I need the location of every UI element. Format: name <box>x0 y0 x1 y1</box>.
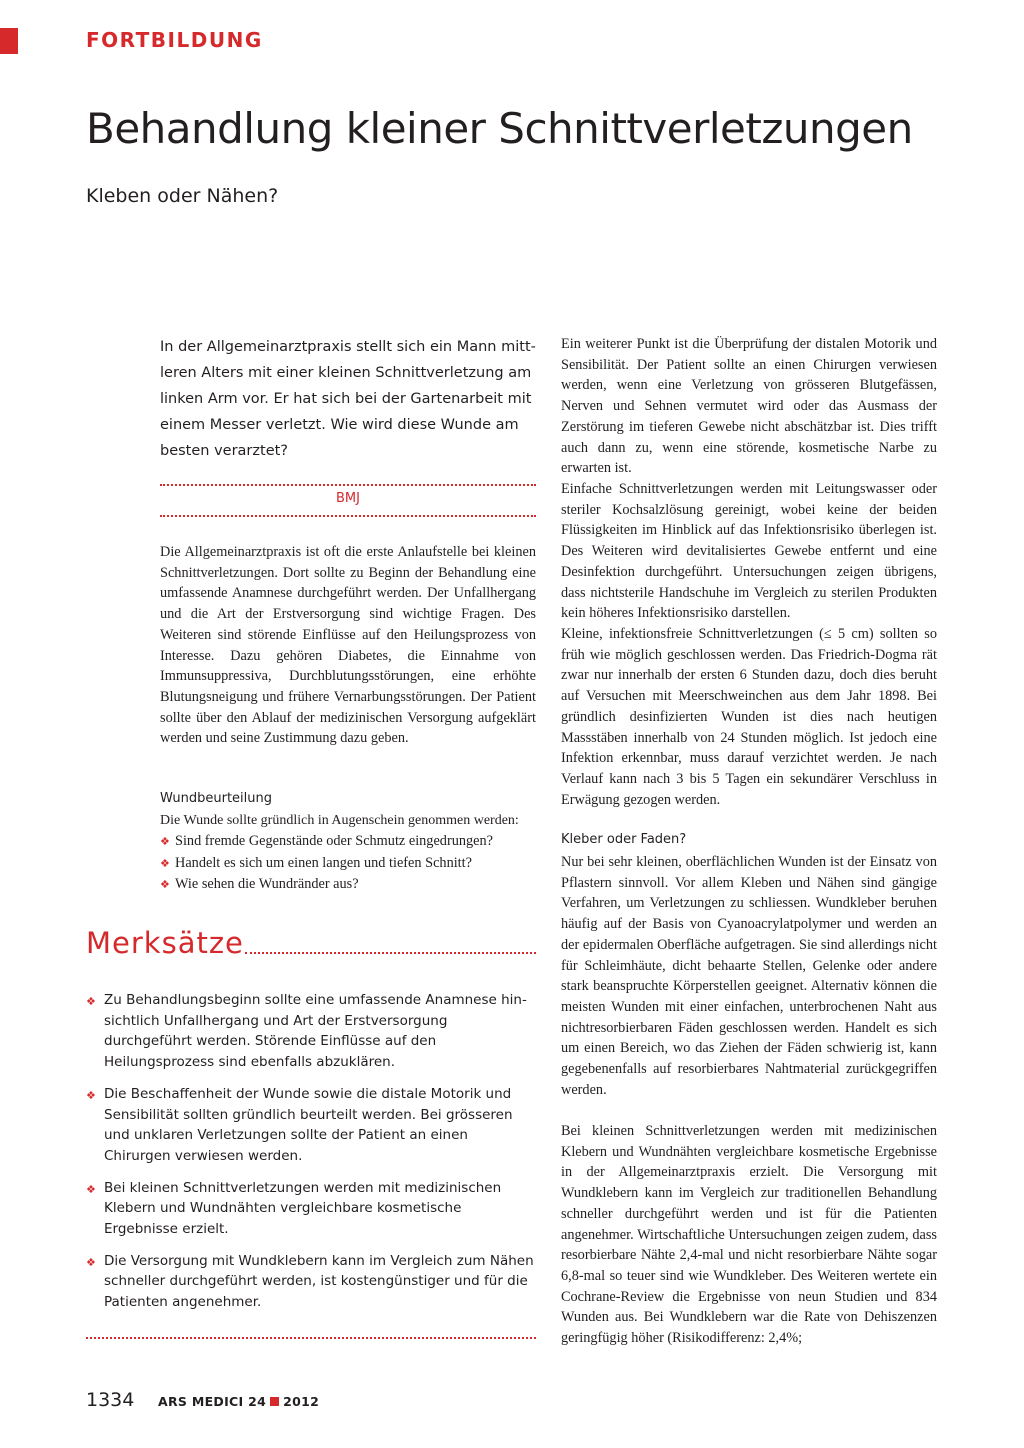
list-item: ❖ Sind fremde Gegenstände oder Schmutz eingedrungen? <box>160 831 536 853</box>
divider <box>245 952 536 954</box>
diamond-bullet-icon: ❖ <box>86 1255 96 1269</box>
body-paragraph: Die Wunde sollte gründlich in Augenschein genommen werden: <box>160 813 519 828</box>
diamond-bullet-icon: ❖ <box>86 1088 96 1102</box>
diamond-bullet-icon: ❖ <box>86 1182 96 1196</box>
diamond-bullet-icon: ❖ <box>160 857 170 870</box>
list-item: ❖ Handelt es sich um einen langen und tiefen Schnitt? <box>160 853 536 875</box>
divider <box>86 1337 536 1339</box>
subheading-kleber-oder-faden: Kleber oder Faden? <box>561 832 687 847</box>
source-label: BMJ <box>336 491 360 506</box>
article-subtitle: Kleben oder Nähen? <box>86 185 279 207</box>
body-paragraph: Ein weiterer Punkt ist die Überprüfung der distalen Motorik und Sensibilität. Der Patient sollte an einen Chirurgen verwiesen werden, wenn eine Verletzung von grösseren Blutgefässen, Nerven und Sehnen vermutet wird oder das Ausmass der Zerstörung im tieferen Gewebe nicht abschätzbar ist. Dies trifft auch dann zu, wenn eine störende, kosmetische Narbe zu erwarten ist. <box>561 336 937 477</box>
divider <box>160 515 536 517</box>
section-marker <box>0 28 18 54</box>
body-paragraph: Einfache Schnittverletzungen werden mit Leitungswasser oder steriler Kochsalzlösung gereinigt, wobei keine der beiden Flüssigkeiten im Hinblick auf das Infektionsrisiko überlegen ist. Des Weiteren wird devitalisiertes Gewebe entfernt und eine Desinfektion durchgeführt. Untersuchungen zeigen übrigens, dass nichtsterile Handschuhe im Vergleich zu sterilen Produkten kein höheres Infektionsrisiko darstellen. <box>561 481 937 622</box>
body-paragraph: Nur bei sehr kleinen, oberflächlichen Wunden ist der Einsatz von Pflastern sinnvoll. Vor allem Kleben und Nähen sind gängige Verfahren, um Verletzungen zu schliessen. Wundkleber beruhen häufig auf der Basis von Cyanoacrylatpolymer und werden an der epidermalen Oberfläche aufgetragen. Sie sind allerdings nicht für Schleimhäute, dicht behaarte Stellen, Gelenke oder andere stark beanspruchte Körperstellen geeignet. Alternativ können die meisten Wunden mit einer einfachen, unterbrochenen Naht aus nichtresorbierbaren Fäden geschlossen werden. Handelt es sich um einen Bereich, wo das Ziehen der Fäden schwierig ist, kann gegebenenfalls auf resorbierbares Nahtmaterial zurückgegriffen werden. <box>561 854 937 1098</box>
list-item: ❖ Zu Behandlungsbeginn sollte eine umfassende Anamnese hinsichtlich Unfallhergang und Art der Erstversorgung durchgeführt werden. Störende Einflüsse auf den Heilungsprozess sind ebenfalls abzuklären. <box>86 990 536 1073</box>
merksaetze-list <box>86 990 536 1324</box>
body-paragraph: Die Allgemeinarztpraxis ist oft die erste Anlaufstelle bei kleinen Schnittverletzungen. Dort sollte zu Beginn der Behandlung eine umfassende Anamnese durchgeführt werden. Der Unfallhergang und die Art der Erstversorgung sind wichtige Fragen. Des Weiteren sind störende Einflüsse auf den Heilungsprozess von Interesse. Dazu gehören Diabetes, die Einnahme von Immunsuppressiva, Durchblutungsstörungen, eine erhöhte Blutungsneigung und frühere Vernarbungsstörungen. Der Patient sollte über den Ablauf der medizinischen Versorgung aufgeklärt werden und seine Zustimmung dazu geben. <box>160 544 536 747</box>
journal-footer <box>158 1394 319 1409</box>
list-item: ❖ Die Versorgung mit Wundklebern kann im Vergleich zum Nähen schneller durchgeführt werden, ist kostengünstiger und für die Patienten angenehmer. <box>86 1251 536 1313</box>
journal-name: ARS MEDICI 24 <box>158 1394 267 1409</box>
page-number: 1334 <box>86 1389 135 1411</box>
diamond-bullet-icon: ❖ <box>160 836 170 848</box>
lead-paragraph: In der Allgemeinarztpraxis stellt sich ein Mann mittleren Alters mit einer kleinen Schnittverletzung am linken Arm vor. Er hat sich bei der Gartenarbeit mit einem Messer verletzt. Wie wird diese Wunde am besten verarztet? <box>160 339 536 459</box>
wound-checklist <box>160 831 536 896</box>
section-label: FORTBILDUNG <box>86 28 263 52</box>
article-title: Behandlung kleiner Schnittverletzungen <box>86 104 913 153</box>
diamond-bullet-icon: ❖ <box>160 879 170 892</box>
merksaetze-heading: Merksätze <box>86 926 244 960</box>
list-item: ❖ Bei kleinen Schnittverletzungen werden mit medizinischen Klebern und Wundnähten vergleichbare kosmetische Ergebnisse erzielt. <box>86 1178 536 1240</box>
list-item: ❖ Wie sehen die Wundränder aus? <box>160 874 536 896</box>
body-paragraph: Bei kleinen Schnittverletzungen werden mit medizinischen Klebern und Wundnähten vergleichbare kosmetische Ergebnisse in der Allgemeinarztpraxis erzielt. Die Versorgung mit Wundklebern kann im Vergleich zur traditionellen Behandlung schneller durchgeführt werden und ist für die Patienten angenehmer. Wirtschaftliche Untersuchungen zeigen zudem, dass resorbierbare Nähte 2,4-mal und nicht resorbierbare Nähte sogar 6,8-mal so teuer sind wie Wundkleber. Des Weiteren wertete ein Cochrane-Review die Ergebnisse von neun Studien und 834 Wunden aus. Bei Wundklebern war die Rate von Dehiszenzen geringfügig höher (Risikodifferenz: 2,4%; <box>561 1123 937 1347</box>
square-separator-icon <box>270 1397 279 1406</box>
diamond-bullet-icon: ❖ <box>86 995 96 1008</box>
list-item: ❖ Die Beschaffenheit der Wunde sowie die distale Motorik und Sensibilität sollten gründlich beurteilt werden. Bei grösseren und unklaren Verletzungen sollte der Patient an einen Chirurgen verwiesen werden. <box>86 1084 536 1167</box>
journal-year: 2012 <box>283 1394 320 1409</box>
divider <box>160 484 536 486</box>
subheading-wundbeurteilung: Wundbeurteilung <box>160 791 273 806</box>
body-paragraph: Kleine, infektionsfreie Schnittverletzungen (≤ 5 cm) sollten so früh wie möglich geschlossen werden. Das Friedrich-Dogma rät zwar nur innerhalb der ersten 6 Stunden dazu, doch dies beruht auf Versuchen mit Meerschweinchen aus dem Jahr 1898. Bei gründlich desinfizierten Wunden ist dies nach heutigen Massstäben innerhalb von 24 Stunden möglich. Ist jedoch eine Infektion erkennbar, muss darauf verzichtet werden. Je nach Verlauf kann nach 3 bis 5 Tagen ein sekundärer Verschluss in Erwägung gezogen werden. <box>561 626 937 808</box>
